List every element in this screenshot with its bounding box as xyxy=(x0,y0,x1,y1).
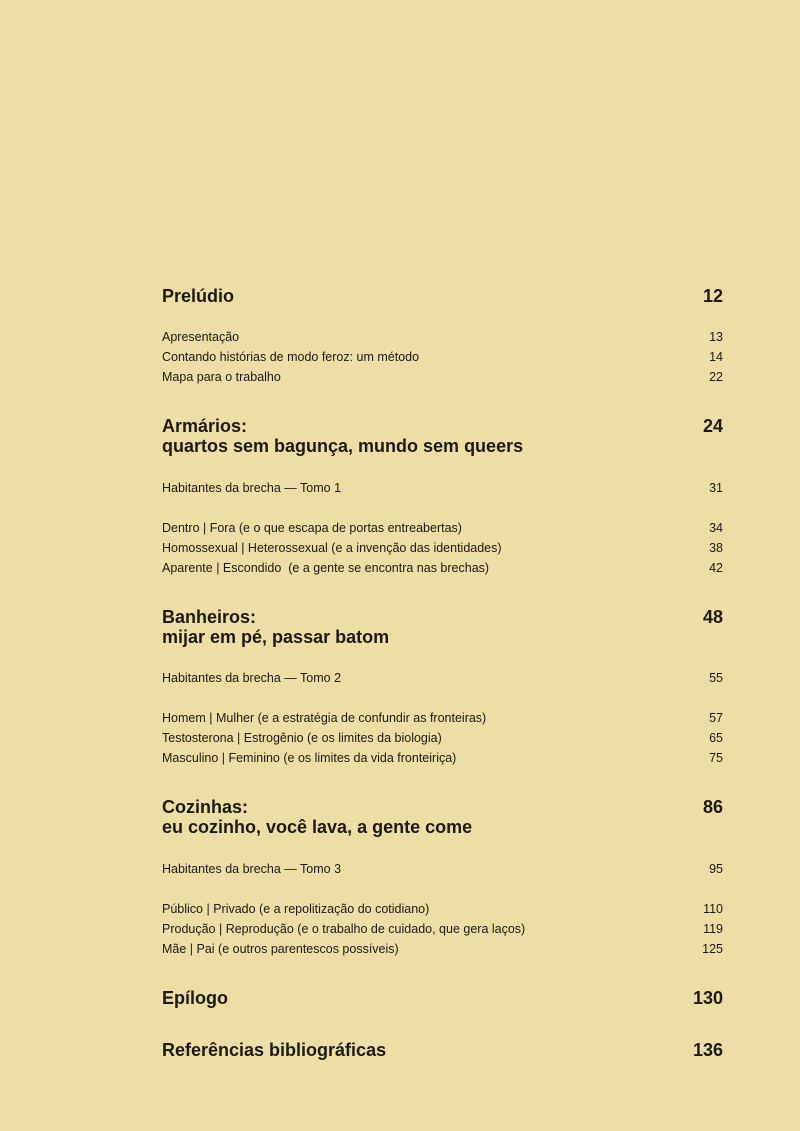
page-number: 95 xyxy=(709,862,723,876)
item-title: Contando histórias de modo feroz: um método xyxy=(162,350,420,364)
page-number: 38 xyxy=(709,541,723,555)
section-title-line1: Cozinhas: xyxy=(162,797,249,817)
page-number: 55 xyxy=(709,671,723,685)
toc-item[interactable] xyxy=(162,370,723,385)
toc-section-armarios[interactable] xyxy=(162,416,723,456)
page-number: 12 xyxy=(702,286,723,306)
page-number: 65 xyxy=(709,731,723,745)
item-title: Masculino | Feminino (e os limites da vida fronteiriça) xyxy=(162,751,457,765)
toc-item[interactable] xyxy=(162,942,723,957)
toc-section-preludio[interactable] xyxy=(162,286,723,306)
toc-item[interactable] xyxy=(162,731,723,746)
page-number: 110 xyxy=(703,902,723,916)
item-title: Habitantes da brecha — Tomo 2 xyxy=(162,671,342,685)
toc-section-banheiros[interactable] xyxy=(162,607,723,647)
item-title: Habitantes da brecha — Tomo 3 xyxy=(162,862,342,876)
toc-item[interactable] xyxy=(162,541,723,556)
toc-section-referencias[interactable] xyxy=(162,1040,723,1060)
item-title: Testosterona | Estrogênio (e os limites da biologia) xyxy=(162,731,442,745)
page-number: 22 xyxy=(709,370,723,384)
section-title xyxy=(162,607,389,647)
item-title: Produção | Reprodução (e o trabalho de cuidado, que gera laços) xyxy=(162,922,526,936)
section-title-line1: Armários: xyxy=(162,416,248,436)
section-title xyxy=(162,797,472,837)
section-title-line1: Banheiros: xyxy=(162,607,257,627)
toc-item[interactable] xyxy=(162,350,723,365)
toc-tomo[interactable] xyxy=(162,671,723,686)
toc-item[interactable] xyxy=(162,922,723,937)
page-number: 57 xyxy=(709,711,723,725)
item-title: Homossexual | Heterossexual (e a invenção das identidades) xyxy=(162,541,502,555)
toc-item[interactable] xyxy=(162,521,723,536)
toc-tomo[interactable] xyxy=(162,862,723,877)
item-title: Mãe | Pai (e outros parentescos possíveis) xyxy=(162,942,399,956)
page-number: 119 xyxy=(703,922,723,936)
section-title-line2: mijar em pé, passar batom xyxy=(162,627,390,647)
toc-item[interactable] xyxy=(162,751,723,766)
toc-item[interactable] xyxy=(162,330,723,345)
section-title: Prelúdio xyxy=(162,286,235,306)
item-title: Dentro | Fora (e o que escapa de portas entreabertas) xyxy=(162,521,462,535)
section-title-line2: eu cozinho, você lava, a gente come xyxy=(162,817,473,837)
page-number: 13 xyxy=(709,330,723,344)
page-number: 31 xyxy=(709,481,723,495)
section-title: Epílogo xyxy=(162,988,228,1008)
page-number: 24 xyxy=(702,416,723,436)
item-title: Aparente | Escondido (e a gente se encontra nas brechas) xyxy=(162,561,490,575)
toc-item[interactable] xyxy=(162,561,723,576)
item-title: Habitantes da brecha — Tomo 1 xyxy=(162,481,342,495)
section-title xyxy=(162,416,523,456)
item-title: Apresentação xyxy=(162,330,240,344)
page-number: 86 xyxy=(702,797,723,817)
section-title-line2: quartos sem bagunça, mundo sem queers xyxy=(162,436,524,456)
page-number: 130 xyxy=(692,988,723,1008)
item-title: Homem | Mulher (e a estratégia de confundir as fronteiras) xyxy=(162,711,487,725)
page-number: 136 xyxy=(692,1040,723,1060)
item-title: Mapa para o trabalho xyxy=(162,370,281,384)
section-title: Referências bibliográficas xyxy=(162,1040,387,1060)
toc-section-cozinhas[interactable] xyxy=(162,797,723,837)
page-number: 14 xyxy=(709,350,723,364)
toc-tomo[interactable] xyxy=(162,481,723,496)
page-number: 34 xyxy=(709,521,723,535)
toc-item[interactable] xyxy=(162,902,723,917)
page-number: 42 xyxy=(709,561,723,575)
item-title: Público | Privado (e a repolitização do cotidiano) xyxy=(162,902,430,916)
page-number: 48 xyxy=(702,607,723,627)
toc-item[interactable] xyxy=(162,711,723,726)
page-number: 125 xyxy=(702,942,723,956)
page-number: 75 xyxy=(709,751,723,765)
toc-section-epilogo[interactable] xyxy=(162,988,723,1008)
